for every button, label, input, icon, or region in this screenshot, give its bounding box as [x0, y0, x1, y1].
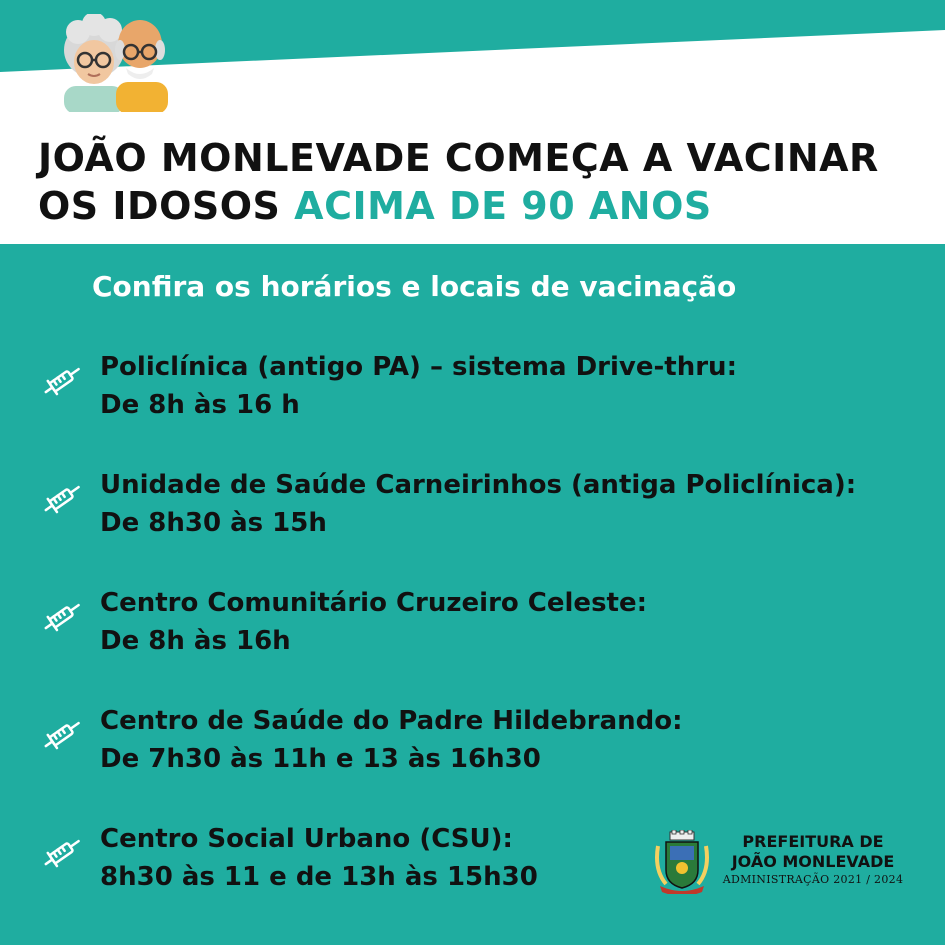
syringe-icon: [40, 360, 86, 400]
page-title-line2: [38, 184, 712, 228]
location-hours: 8h30 às 11 e de 13h às 15h30: [100, 862, 538, 892]
syringe-icon: [40, 714, 86, 754]
location-name: Policlínica (antigo PA) – sistema Drive-thru:: [100, 352, 737, 382]
location-hours: De 8h30 às 15h: [100, 508, 327, 538]
page-title-line1: JOÃO MONLEVADE COMEÇA A VACINAR: [38, 136, 879, 180]
syringe-icon: [40, 478, 86, 518]
location-hours: De 7h30 às 11h e 13 às 16h30: [100, 744, 541, 774]
location-name: Centro de Saúde do Padre Hildebrando:: [100, 706, 683, 736]
syringe-icon: [40, 596, 86, 636]
location-name: Centro Comunitário Cruzeiro Celeste:: [100, 588, 648, 618]
page-title-accent: ACIMA DE 90 ANOS: [294, 184, 712, 228]
prefeitura-logo-text: [718, 832, 908, 888]
logo-line1: PREFEITURA DE: [742, 832, 884, 851]
page-title-prefix: OS IDOSOS: [38, 184, 295, 228]
location-hours: De 8h às 16h: [100, 626, 291, 656]
logo-line3: ADMINISTRAÇÃO 2021 / 2024: [722, 873, 904, 886]
location-hours: De 8h às 16 h: [100, 390, 300, 420]
title-panel: [0, 112, 945, 244]
city-coat-of-arms-logo: [652, 830, 712, 894]
syringe-icon: [40, 832, 86, 872]
location-name: Centro Social Urbano (CSU):: [100, 824, 513, 854]
elderly-couple-illustration: [56, 14, 176, 114]
subtitle: Confira os horários e locais de vacinação: [92, 270, 737, 303]
location-name: Unidade de Saúde Carneirinhos (antiga Policlínica):: [100, 470, 857, 500]
logo-line2: JOÃO MONLEVADE: [731, 852, 895, 871]
